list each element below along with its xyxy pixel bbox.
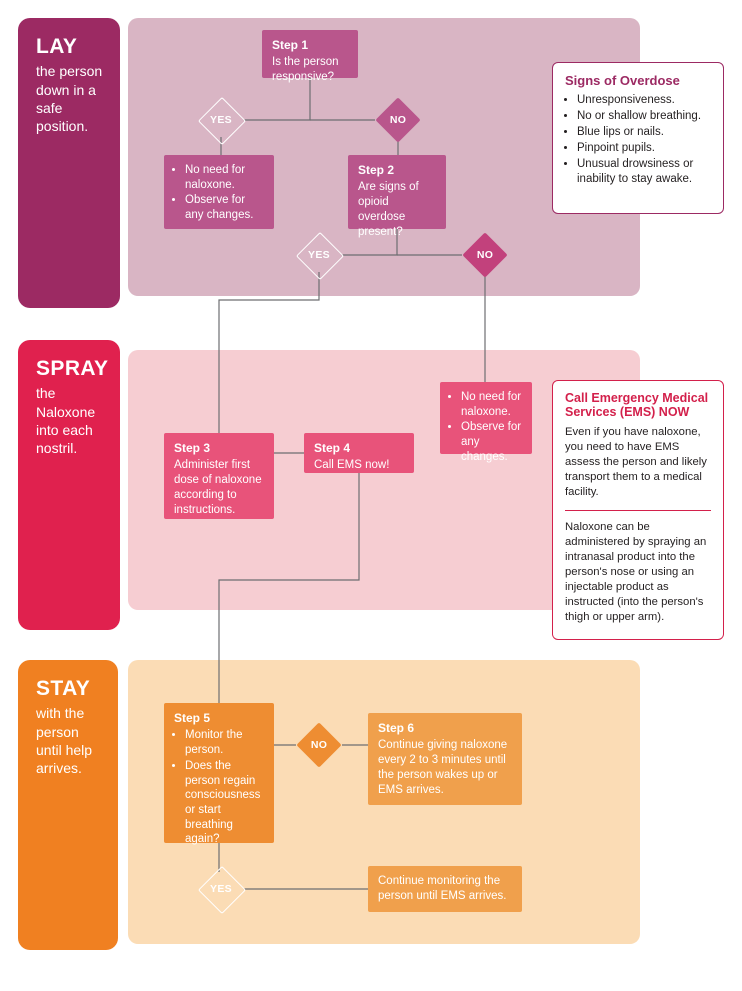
node-step-1 xyxy=(262,30,358,84)
card-signs-of-overdose xyxy=(552,62,724,214)
step-1-text: Is the person responsive? xyxy=(272,56,339,84)
step-4-text: Call EMS now! xyxy=(314,459,390,472)
ems-card-heading: Call Emergency Medical Services (EMS) NOW xyxy=(565,391,709,420)
decision-no-1-label: NO xyxy=(389,114,407,126)
side-label-lay-title: LAY xyxy=(36,35,78,58)
decision-no-3 xyxy=(296,728,342,762)
side-label-spray-text: the Naloxone into each nostril. xyxy=(36,385,96,457)
node-step-3 xyxy=(164,433,274,519)
decision-no-1 xyxy=(375,103,421,137)
step-2-text: Are signs of opioid overdose present? xyxy=(358,181,419,238)
step-3-text: Administer first dose of naloxone according to instructions. xyxy=(174,459,262,516)
no-naloxone-2-item-2: • Observe for any changes. xyxy=(461,420,522,464)
decision-no-2 xyxy=(462,238,508,272)
ems-card-divider xyxy=(565,510,711,511)
step-5-title: Step 5 xyxy=(174,711,211,725)
side-label-stay-text: with the person until help arrives. xyxy=(36,705,93,777)
decision-no-3-label: NO xyxy=(310,739,328,751)
decision-yes-3 xyxy=(198,872,244,906)
side-label-lay-text: the person down in a safe position. xyxy=(36,63,103,135)
step-6-title: Step 6 xyxy=(378,721,415,735)
ems-card-paragraph-2: Naloxone can be administered by spraying an intranasal product into the person's nose or using an injectable product as instructed (into the person's thigh or upper arm). xyxy=(565,521,707,624)
node-continue-monitoring xyxy=(368,866,522,912)
step-2-title: Step 2 xyxy=(358,163,395,177)
side-label-stay-title: STAY xyxy=(36,677,91,700)
side-label-lay xyxy=(18,18,120,308)
node-step-5 xyxy=(164,703,274,846)
node-no-naloxone-2 xyxy=(440,382,532,463)
signs-item-2: • No or shallow breathing. xyxy=(577,109,711,124)
step-5-item-2: • Does the person regain consciousness or start breathing again? xyxy=(185,759,264,847)
card-call-ems xyxy=(552,380,724,640)
step-1-title: Step 1 xyxy=(272,38,309,52)
ems-card-paragraph-1: Even if you have naloxone, you need to have EMS assess the person and likely transport them to a medical facility. xyxy=(565,425,707,498)
decision-yes-1 xyxy=(198,103,244,137)
signs-item-1: • Unresponsiveness. xyxy=(577,93,711,108)
node-step-6 xyxy=(368,713,522,805)
side-label-spray-title: SPRAY xyxy=(36,357,109,380)
step-6-text: Continue giving naloxone every 2 to 3 minutes until the person wakes up or EMS arrives. xyxy=(378,739,508,796)
signs-item-3: • Blue lips or nails. xyxy=(577,125,711,140)
side-label-spray xyxy=(18,340,120,630)
no-naloxone-2-item-1: • No need for naloxone. xyxy=(461,390,522,419)
signs-item-4: • Pinpoint pupils. xyxy=(577,141,711,156)
step-5-item-1: • Monitor the person. xyxy=(185,728,264,757)
decision-yes-2-label: YES xyxy=(308,249,330,261)
no-naloxone-1-item-1: • No need for naloxone. xyxy=(185,163,264,192)
node-step-4 xyxy=(304,433,414,473)
node-no-naloxone-1 xyxy=(164,155,274,229)
signs-card-heading: Signs of Overdose xyxy=(565,73,680,88)
node-step-2 xyxy=(348,155,446,238)
signs-item-5: • Unusual drowsiness or inability to stay awake. xyxy=(577,157,711,187)
step-3-title: Step 3 xyxy=(174,441,211,455)
decision-no-2-label: NO xyxy=(476,249,494,261)
continue-monitoring-text: Continue monitoring the person until EMS arrives. xyxy=(378,875,507,902)
decision-yes-1-label: YES xyxy=(210,114,232,126)
side-label-stay xyxy=(18,660,118,950)
decision-yes-2 xyxy=(296,238,342,272)
decision-yes-3-label: YES xyxy=(210,883,232,895)
no-naloxone-1-item-2: • Observe for any changes. xyxy=(185,193,264,222)
step-4-title: Step 4 xyxy=(314,441,351,455)
